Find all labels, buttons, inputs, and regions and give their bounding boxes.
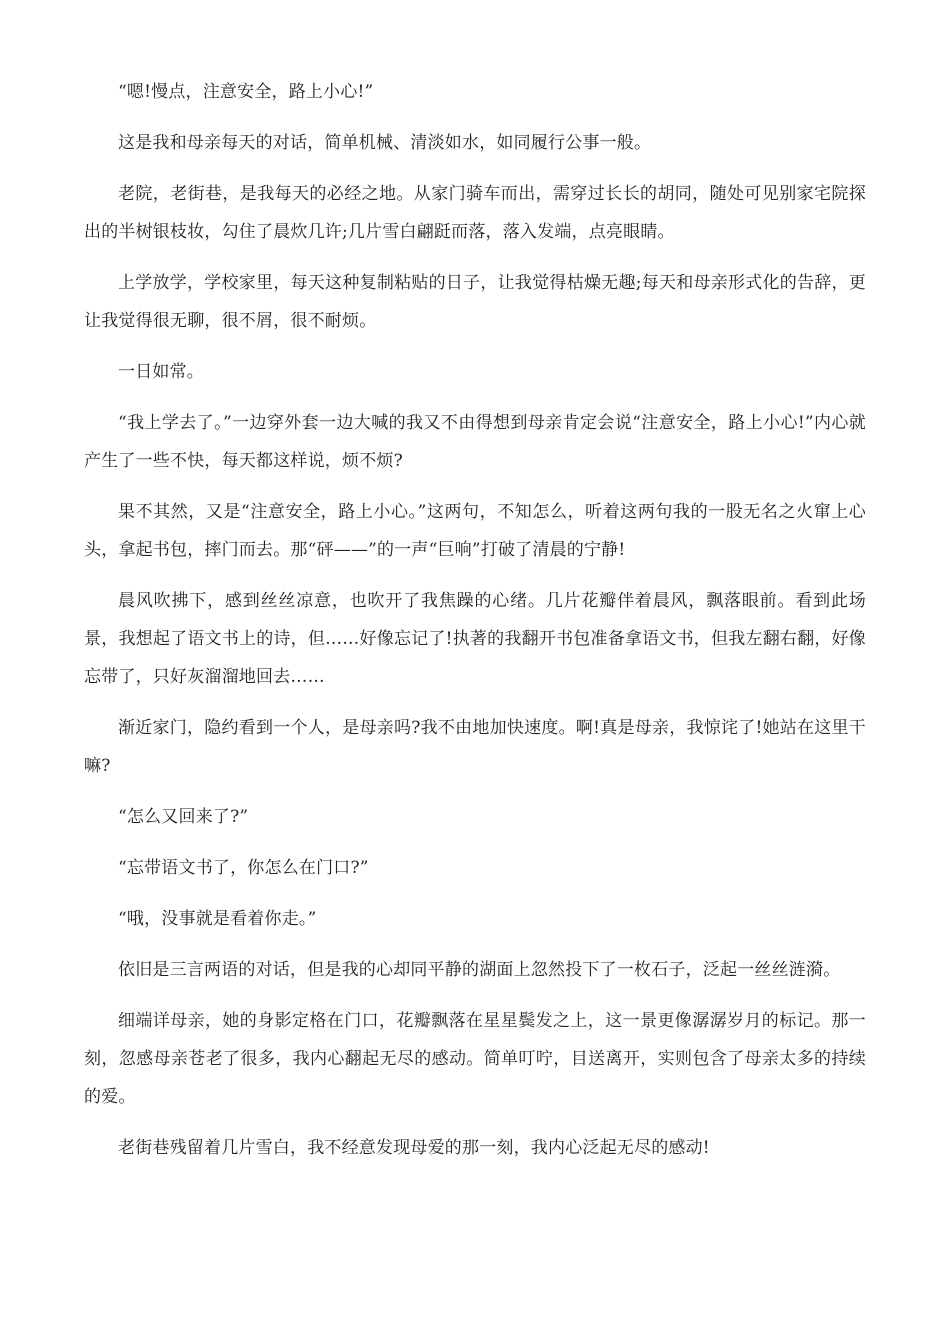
paragraph: 老街巷残留着几片雪白，我不经意发现母爱的那一刻，我内心泛起无尽的感动! (118, 1138, 710, 1158)
paragraph: 晨风吹拂下，感到丝丝凉意，也吹开了我焦躁的心绪。几片花瓣伴着晨风，飘落眼前。看到此场景，我想起了语文书上的诗，但……好像忘记了!执著的我翻开书包准备拿语文书，但我左翻右翻，好像忘带了，只好灰溜溜地回去…… (84, 591, 866, 687)
paragraph: 渐近家门，隐约看到一个人，是母亲吗?我不由地加快速度。啊!真是母亲，我惊诧了!她站在这里干嘛? (84, 718, 866, 776)
paragraph: 依旧是三言两语的对话，但是我的心却同平静的湖面上忽然投下了一枚石子，泛起一丝丝涟漪。 (118, 960, 841, 980)
paragraph: “嗯!慢点，注意安全，路上小心!” (118, 82, 374, 102)
paragraph: 上学放学，学校家里，每天这种复制粘贴的日子，让我觉得枯燥无趣;每天和母亲形式化的告辞，更让我觉得很无聊，很不屑，很不耐烦。 (84, 273, 866, 331)
essay-body (84, 73, 866, 1180)
paragraph: “忘带语文书了，你怎么在门口?” (118, 858, 369, 878)
paragraph: 细端详母亲，她的身影定格在门口，花瓣飘落在星星鬓发之上，这一景更像潺潺岁月的标记。那一刻，忽感母亲苍老了很多，我内心翻起无尽的感动。简单叮咛，目送离开，实则包含了母亲太多的持续的爱。 (84, 1011, 866, 1107)
paragraph: 果不其然，又是“注意安全，路上小心。”这两句，不知怎么，听着这两句我的一股无名之火窜上心头，拿起书包，摔门而去。那“砰——”的一声“巨响”打破了清晨的宁静! (84, 502, 866, 560)
paragraph: 这是我和母亲每天的对话，简单机械、清淡如水，如同履行公事一般。 (118, 133, 652, 153)
paragraph: 老院，老街巷，是我每天的必经之地。从家门骑车而出，需穿过长长的胡同，随处可见别家宅院探出的半树银枝妆，勾住了晨炊几许;几片雪白翩跹而落，落入发端，点亮眼睛。 (84, 184, 866, 242)
paragraph: “怎么又回来了?” (118, 807, 249, 827)
paragraph: 一日如常。 (118, 362, 204, 382)
paragraph: “哦，没事就是看着你走。” (118, 909, 317, 929)
paragraph: “我上学去了。”一边穿外套一边大喊的我又不由得想到母亲肯定会说“注意安全，路上小心!”内心就产生了一些不快，每天都这样说，烦不烦? (84, 413, 866, 471)
